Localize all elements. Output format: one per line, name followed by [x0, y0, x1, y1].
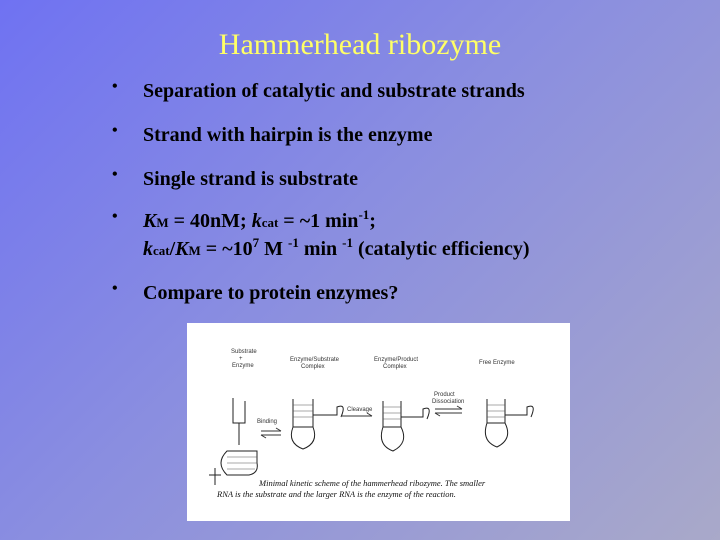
label-product-dissociation-2: Dissociation — [432, 399, 465, 405]
ratio-min-unit: min — [298, 238, 343, 260]
label-plus: + — [239, 356, 243, 362]
ratio-M-subscript: M — [188, 243, 201, 258]
bullet-text: Single strand is substrate — [143, 168, 359, 190]
bullet-text: Strand with hairpin is the enzyme — [143, 124, 433, 146]
label-es-complex-1: Enzyme/Substrate — [290, 357, 340, 363]
figure-caption-line-2: RNA is the substrate and the larger RNA is the enzyme of the reaction. — [217, 489, 456, 499]
kcat-symbol: k — [251, 210, 262, 232]
ratio-equals: = ~10 — [200, 238, 253, 260]
km-subscript: M — [156, 215, 169, 230]
kcat-subscript: cat — [261, 215, 279, 230]
label-free-enzyme: Free Enzyme — [479, 360, 515, 366]
label-binding: Binding — [257, 419, 278, 425]
label-enzyme: Enzyme — [232, 363, 254, 369]
ep-complex-loop — [381, 427, 403, 451]
label-ep-complex-1: Enzyme/Product — [374, 357, 419, 363]
substrate-strand — [233, 398, 245, 445]
es-complex-loop — [291, 427, 314, 449]
bullet-marker: • — [112, 208, 118, 225]
ratio-M-unit: M — [259, 238, 288, 260]
km-symbol: K — [143, 210, 157, 232]
ratio-min-exponent: -1 — [342, 235, 354, 250]
label-product-dissociation-1: Product — [434, 392, 455, 398]
ratio-k-symbol: k — [143, 238, 153, 260]
ep-complex-stem — [383, 401, 401, 427]
slide-title: Hammerhead ribozyme — [218, 28, 502, 61]
figure-caption-line-1: Minimal kinetic scheme of the hammerhead ribozyme. The smaller — [259, 478, 486, 488]
bullet-marker: • — [112, 166, 118, 183]
label-cleavage: Cleavage — [347, 407, 373, 413]
hammerhead-kinetic-scheme-figure — [187, 323, 570, 521]
ratio-slash: / — [169, 238, 176, 260]
label-ep-complex-2: Complex — [383, 364, 407, 370]
kinetics-line-2 — [143, 236, 530, 264]
es-complex-stem — [293, 399, 313, 427]
ratio-tail: (catalytic efficiency) — [353, 238, 530, 260]
ratio-M-exponent: -1 — [287, 235, 299, 250]
free-enzyme-loop — [485, 423, 507, 447]
bullet-text: Compare to protein enzymes? — [143, 282, 399, 304]
ratio-cat-subscript: cat — [153, 243, 170, 258]
kinetics-text — [143, 208, 530, 264]
es-complex-arm — [313, 406, 343, 417]
base-pair-ticks — [227, 405, 505, 469]
line1-end: ; — [369, 210, 376, 232]
ep-complex-arm — [401, 408, 429, 419]
bullet-text: Separation of catalytic and substrate strands — [143, 80, 525, 102]
bullet-marker: • — [112, 78, 118, 95]
km-value: = 40nM; — [168, 210, 252, 232]
label-substrate: Substrate — [231, 349, 257, 355]
label-es-complex-2: Complex — [301, 364, 325, 370]
bullet-marker: • — [112, 122, 118, 139]
kcat-value: = ~1 min — [278, 210, 359, 232]
kinetic-scheme-diagram — [187, 323, 570, 521]
kinetics-line-1 — [143, 208, 530, 236]
ratio-exponent: 7 — [252, 235, 260, 250]
bullet-marker: • — [112, 280, 118, 297]
kcat-exponent: -1 — [358, 207, 370, 222]
free-enzyme-arm — [505, 406, 533, 417]
enzyme-stem-left — [209, 468, 221, 485]
ratio-K-symbol: K — [175, 238, 189, 260]
